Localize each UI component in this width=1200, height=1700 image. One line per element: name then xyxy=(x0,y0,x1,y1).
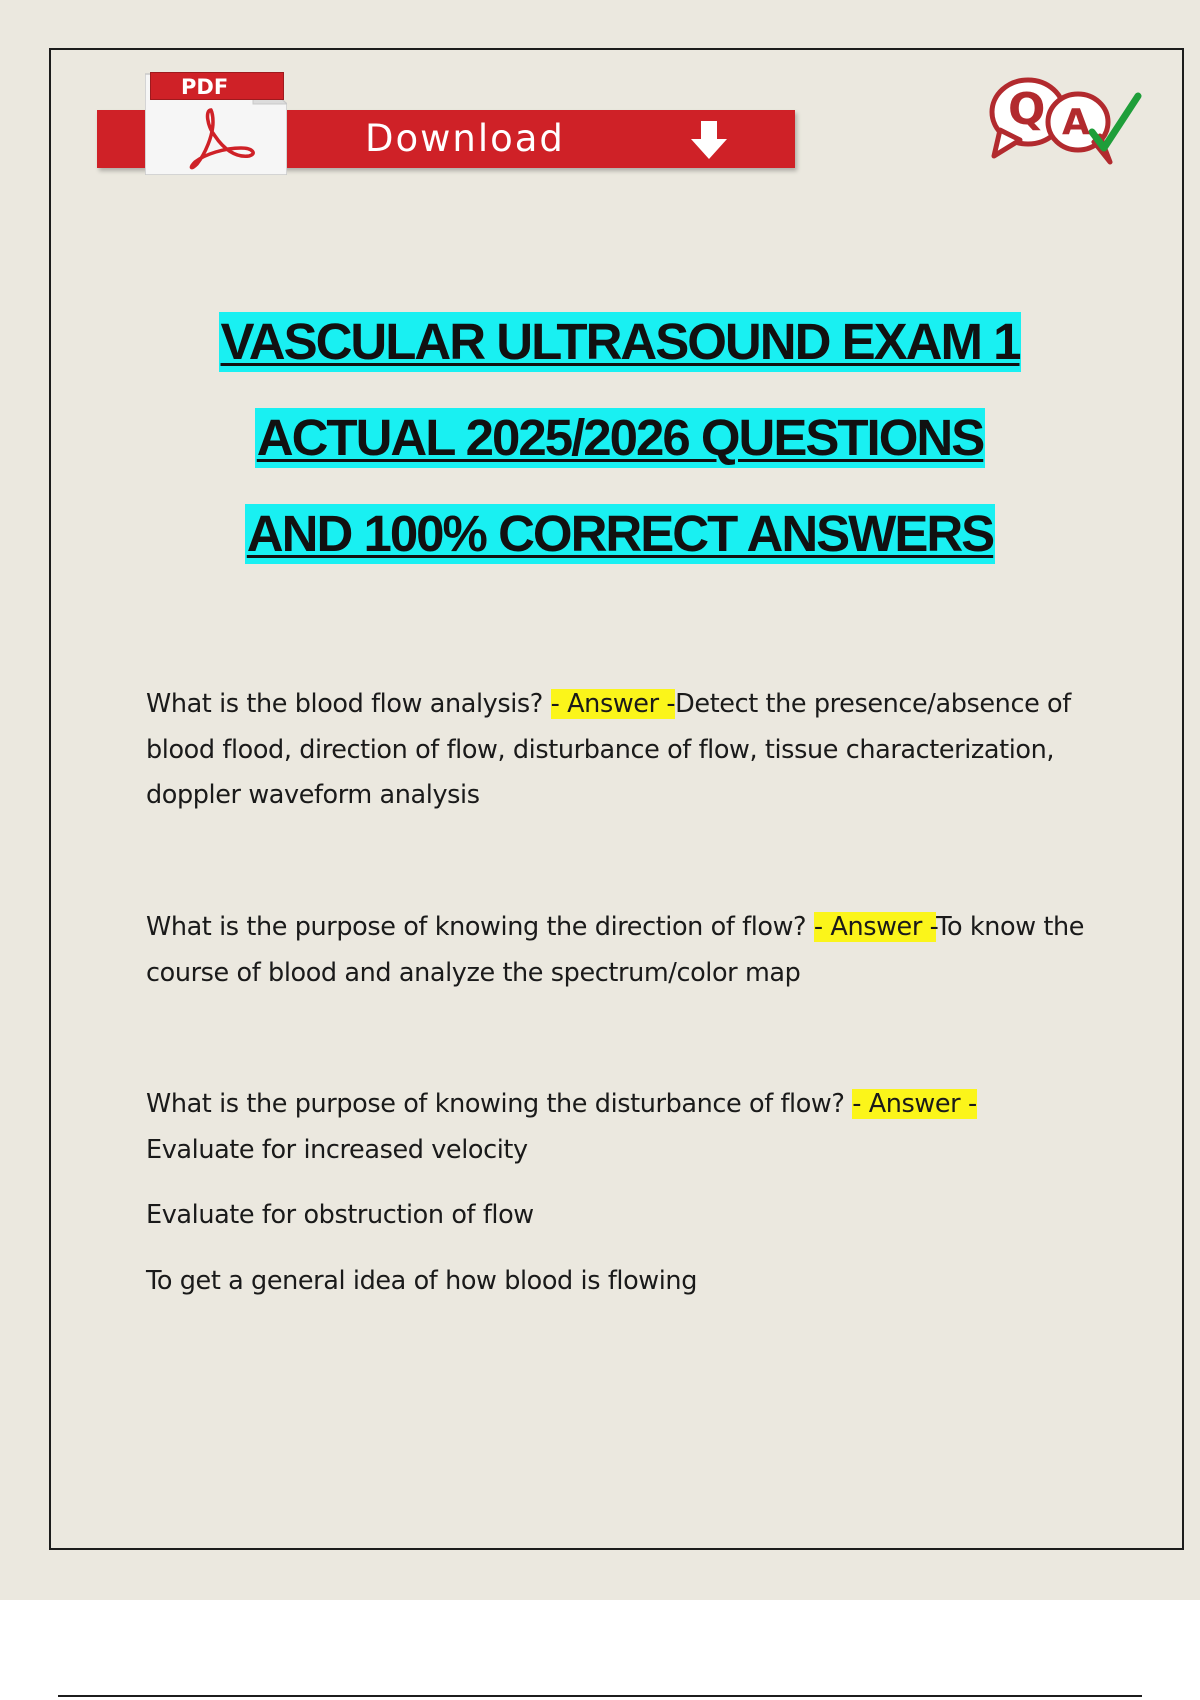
answer-extra-line: Evaluate for obstruction of flow xyxy=(146,1200,534,1230)
title-line-2: ACTUAL 2025/2026 QUESTIONS xyxy=(256,409,984,466)
down-arrow-icon xyxy=(685,119,735,161)
title-line-3: AND 100% CORRECT ANSWERS xyxy=(246,505,994,562)
question-text: What is the blood flow analysis? xyxy=(146,689,551,719)
qa-paragraph xyxy=(146,905,1106,996)
qa-logo-q: Q xyxy=(1008,84,1046,135)
question-text: What is the purpose of knowing the direction of flow? xyxy=(146,912,814,942)
download-label[interactable]: Download xyxy=(365,117,565,160)
question-text: What is the purpose of knowing the disturbance of flow? xyxy=(146,1089,853,1119)
pdf-file-icon xyxy=(145,70,287,175)
qa-paragraph xyxy=(146,682,1106,819)
document-title xyxy=(0,312,1200,600)
footer-divider xyxy=(58,1695,1142,1697)
qa-paragraph xyxy=(146,1082,1106,1173)
answer-marker: - Answer - xyxy=(813,912,937,942)
title-line-1: VASCULAR ULTRASOUND EXAM 1 xyxy=(220,313,1020,370)
answer-extra-line: To get a general idea of how blood is flowing xyxy=(146,1265,697,1296)
answer-marker: - Answer - xyxy=(550,689,676,719)
qa-item xyxy=(146,1082,1106,1304)
answer-text: To know the course of blood and analyze the spectrum/color map xyxy=(146,912,1084,988)
qa-item xyxy=(146,682,1106,819)
pdf-label: PDF xyxy=(150,72,284,100)
qa-item xyxy=(146,905,1106,996)
qa-check-logo-icon xyxy=(986,70,1156,170)
pdf-download-banner[interactable] xyxy=(97,70,795,175)
answer-text: Evaluate for increased velocity xyxy=(146,1134,528,1165)
qa-logo-a: A xyxy=(1062,102,1090,143)
answer-text: Detect the presence/absence of blood flood, direction of flow, disturbance of flow, tissue characterization, doppler waveform analysis xyxy=(146,689,1071,810)
answer-marker: - Answer - xyxy=(852,1089,977,1119)
